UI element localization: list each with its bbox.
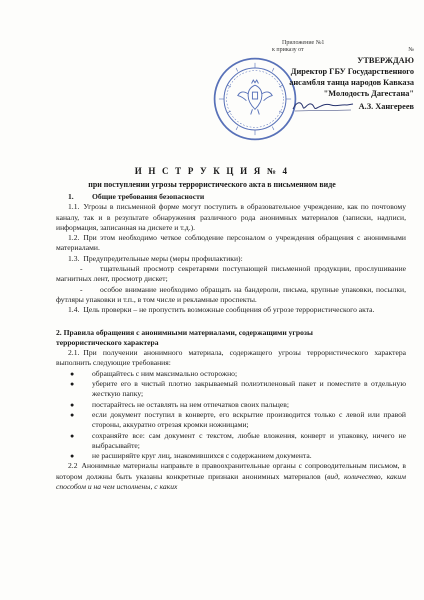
title-line2: при поступлении угрозы террористического акта в письменном виде [88,180,336,189]
dash-item-2 [56,285,406,306]
dash-item-2-text: особое внимание необходимо обращать на бандероли, письма, крупные упаковки, посылки, футляры упаковки и т.п., в том числе и рекламные проспекты. [56,284,406,304]
bullet-marker: ● [70,380,75,389]
paragraph-1-4 [56,305,406,315]
bullet-item-6-text: не расширяйте круг лиц, знакомившихся с содержанием документа. [92,451,312,461]
bullet-item-3 [56,400,406,410]
paragraph-1-2 [56,233,406,254]
paragraph-1-3-number: 1.3. [68,253,80,263]
paragraph-2-2-text: Анонимные материалы направьте в правоохранительные органы с сопроводительным письмом, в котором должны быть указаны конкретные признаки анонимных материалов ( [56,461,406,481]
bullet-marker: ● [70,410,75,419]
paragraph-2-1-number: 2.1. [68,348,80,358]
section-2-title-line1: 2. Правила обращения с анонимными материалами, содержащими угрозы [56,327,313,337]
appendix-label: Приложение №1 [282,40,325,46]
approved-heading: УТВЕРЖДАЮ [357,56,414,65]
bullet-item-5 [56,431,406,452]
bullet-item-3-text: постарайтесь не оставлять на нем отпечатков своих пальцев; [92,399,289,409]
signature-row [222,99,414,113]
paragraph-2-2 [56,461,406,492]
dash-marker: - [80,264,83,274]
paragraph-1-3-text: Предупредительные меры (меры профилактики): [83,253,243,263]
paragraph-2-1 [56,348,406,369]
bullet-item-1-text: обращайтесь с ним максимально осторожно; [92,368,238,378]
title-line1: И Н С Т Р У К Ц И Я № 4 [134,166,290,176]
bullet-item-6 [56,451,406,461]
bullet-item-2 [56,379,406,400]
paragraph-1-3 [56,254,406,264]
director-position-line1: Директор ГБУ Государственного [290,67,414,76]
order-number-sign: № [408,47,414,53]
organization-name: "Молодость Дагестана" [323,89,414,98]
bullet-item-2-text: уберите его в чистый плотно закрываемый полиэтиленовый пакет и поместите в отдельную жесткую папку; [92,379,406,399]
paragraph-1-2-text: При этом необходимо четкое соблюдение персоналом о учреждения обращения с анонимными материалами. [56,233,406,253]
appendix-line [222,40,414,47]
bullet-marker: ● [70,452,75,461]
paragraph-1-1 [56,202,406,233]
paragraph-1-1-text: Угрозы в письменной форме могут поступить в образовательное учреждение, как по почтовому каналу, так и в результате обнаружения различного рода анонимных материалов (записки, надписи, информация, записанная на дискете и т.д.). [56,202,406,232]
bullet-item-4-text: если документ поступил в конверте, его вскрытие производится только с левой или правой стороны, аккуратно отрезая кромки ножницами; [92,409,406,430]
section-2-heading [56,328,406,349]
bullet-marker: ● [70,400,75,409]
paragraph-2-2-number: 2.2 [68,461,78,471]
bullet-item-4 [56,410,406,431]
director-position-line2: ансамбля танца народов Кавказа [289,78,414,87]
order-line [222,47,414,54]
document-title [30,166,394,189]
bullet-item-1 [56,369,406,379]
paragraph-1-2-number: 1.2. [68,233,80,243]
paragraph-2-2-italic: вид, количество, каким способом и на чем исполнены, с каких [56,471,406,492]
signatory-name: А.З. Хангереев [358,101,414,111]
dash-marker: - [80,284,83,294]
paragraph-1-1-number: 1.1. [68,202,80,212]
order-label: к приказу от [272,47,304,53]
bullet-marker: ● [70,431,75,440]
paragraph-2-1-text: При получении анонимного материала, содержащего угрозы террористического характера выполнить следующие требования: [56,348,406,368]
section-1-heading [56,192,406,202]
section-2-title-line2: террористического характера [56,337,159,347]
approval-block [222,40,414,113]
document-body [56,190,406,492]
signature [291,99,355,113]
bullet-marker: ● [70,369,75,378]
dash-item-1-text: тщательный просмотр секретарями поступающей письменной продукции, прослушивание магнитных лент, просмотр дискет; [56,264,406,284]
section-1-title: Общие требования безопасности [92,192,205,201]
dash-item-1 [56,264,406,285]
bullet-item-5-text: сохраняйте все: сам документ с текстом, любые вложения, конверт и упаковку, ничего не выбрасывайте; [92,430,406,450]
paragraph-1-4-text: Цель проверки – не пропустить возможные сообщения об угрозе террористического акта. [83,305,375,315]
section-1-number: 1. [68,192,74,201]
paragraph-1-4-number: 1.4. [68,305,80,315]
